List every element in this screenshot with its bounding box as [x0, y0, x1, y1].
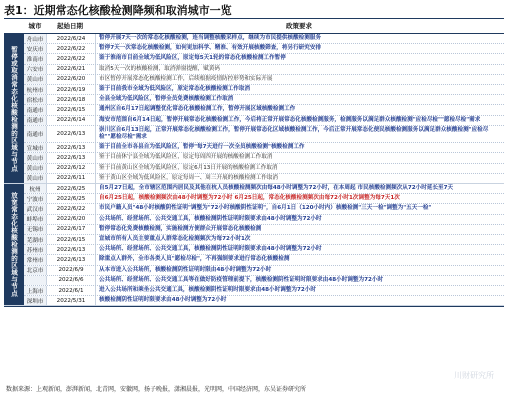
table-row — [24, 235, 504, 245]
table-row — [24, 143, 504, 153]
watermark: 川财研究所 — [454, 371, 494, 380]
date-cell: 2022/6/11 — [47, 174, 96, 183]
city-cell: 苏州市 — [24, 245, 47, 254]
date-cell: 2022/6/25 — [47, 194, 96, 203]
city-cell: 南通市 — [24, 116, 47, 125]
policy-cell: 鉴于黄山区全域为低风险区，原定每周一、周三开展的核酸检测工作取消 — [99, 174, 279, 181]
city-cell: 蚌埠市 — [24, 215, 47, 224]
policy-cell: 崇川区自6月13日起，正常开展常态化核酸检测工作，暂停开展常态化区域核酸检测工作，今后正常开展常态化便民核酸检测服务以满足群众核酸检测"应检尽检""愿检尽检"需求 — [99, 126, 489, 141]
policy-cell: 除重点人群外，全市各类人员"愿检尽检"，不再强制要求进行常态化核酸检测 — [99, 256, 290, 263]
city-cell: 安庆市 — [24, 44, 47, 53]
table-row — [24, 116, 504, 126]
date-cell: 2022/6/13 — [47, 126, 96, 142]
date-cell: 2022/6/22 — [47, 44, 96, 53]
city-cell: 黄山市 — [24, 75, 47, 84]
city-cell: 宁波市 — [24, 194, 47, 203]
table-row — [24, 245, 504, 255]
policy-cell: 宣城市所有人员主要重点人群常态化检测频次为每72小时1次 — [99, 236, 251, 243]
row-group — [4, 34, 504, 184]
date-cell: 2022/6/13 — [47, 143, 96, 152]
group-label-text: 暂停或取消常态化核酸检测的区域与节点 — [10, 45, 18, 172]
policy-cell: 海安市范围自6月14日起，暂停开展常态化核酸检测工作，今后将正常开展常态化核酸检测服务，检测服务以满足群众核酸检测"应检尽检""愿检尽检"需求 — [99, 116, 481, 123]
policy-cell: 暂停常态化免费核酸检测，实施检测方便群众开展常态化核酸检测 — [99, 225, 262, 232]
date-cell: 2022/6/24 — [47, 34, 96, 43]
table-header — [4, 19, 504, 34]
policy-cell: 公共场所、经营场所、公共交通工具，核酸检测阴性证明时限要求由48小时调整为72小时 — [99, 215, 322, 222]
table-row — [24, 184, 504, 194]
city-cell: 南通市 — [24, 105, 47, 114]
table-row — [24, 215, 504, 225]
city-cell: 宿松市 — [24, 95, 47, 104]
table-row — [24, 225, 504, 235]
policy-cell: 取消5天一次的核酸检测，取消弹窗提醒，赋黄码 — [99, 65, 221, 72]
group-label-text: 放宽常态化核酸检测的区域与节点 — [10, 192, 18, 298]
date-cell: 2022/6/18 — [47, 95, 96, 104]
table-row — [24, 255, 504, 265]
table-row — [24, 54, 504, 64]
date-cell: 2022/6/13 — [47, 153, 96, 162]
table-row — [24, 164, 504, 174]
date-cell: 2022/6/13 — [47, 255, 96, 264]
city-cell: 淮南市 — [24, 54, 47, 63]
policy-cell: 暂停开展7天一次的常态化核酸检测，连当调整核酸采样点，继续为市民提供核酸检测服务 — [99, 35, 322, 41]
table-row — [24, 194, 504, 204]
city-cell: 武汉市 — [24, 204, 47, 213]
header-city: 城市 — [28, 22, 42, 30]
table-title: 表1：近期常态化核酸检测降频和取消城市一览 — [4, 4, 232, 17]
header-policy: 政策要求 — [286, 22, 312, 30]
city-cell: 舟山市 — [24, 34, 47, 43]
table-row — [24, 75, 504, 85]
header-date: 起始日期 — [57, 22, 83, 30]
policy-cell: 通州区自6月17日起调整优化常态化核酸检测工作，暂停开展区域核酸检测工作 — [99, 106, 296, 113]
policy-cell: 市区暂停开展常态化核酸检测工作，后续根据疫情防控形势和实际开展 — [99, 75, 273, 82]
date-cell: 2022/6/6 — [47, 276, 96, 285]
policy-cell: 市民户籍人员"48小时核酸阴性证明"调整为"72小时核酸阴性证明"，自6月1日（120小时内）核酸检测"三天一检"调整为"五天一检" — [99, 205, 432, 212]
date-cell: 2022/6/12 — [47, 164, 96, 173]
city-cell: 宣城市 — [24, 143, 47, 152]
city-cell: 黄山市 — [24, 174, 47, 183]
table-row — [24, 85, 504, 95]
date-cell: 2022/6/17 — [47, 225, 96, 234]
city-cell: 上海市 — [24, 286, 47, 295]
policy-cell: 鉴于目前全市各县自为低风险区，暂停"每7天进行一次全员核酸检测"核酸检测工作 — [99, 144, 305, 151]
policy-cell: 鉴于目前黄山区全域为低风险区，原定6月13日开展的核酸检测工作取消 — [99, 164, 278, 171]
date-cell: 2022/6/15 — [47, 105, 96, 114]
table-row — [24, 65, 504, 75]
policy-cell: 全县全域为低风险区，暂停全员免费核酸检测工作取消 — [99, 96, 234, 103]
policy-cell: 鉴于目前休宁县全域为低风险区，原定每周四开展的核酸检测工作取消 — [99, 154, 273, 161]
city-cell: 杭州市 — [24, 85, 47, 94]
city-cell: 北京市 — [24, 266, 47, 275]
table-row — [24, 34, 504, 44]
table-row — [24, 266, 504, 276]
table-row — [24, 126, 504, 143]
date-cell: 2022/6/1 — [47, 286, 96, 295]
policy-cell: 鉴于目前我市全域为低风险区，原定常态化核酸检测工作取消 — [99, 86, 251, 93]
city-cell: 南通市 — [24, 126, 47, 142]
table-row — [24, 276, 504, 286]
table-row — [24, 286, 504, 296]
date-cell: 2022/6/13 — [47, 245, 96, 254]
date-cell: 2022/6/25 — [47, 184, 96, 193]
date-cell: 2022/6/9 — [47, 266, 96, 275]
city-cell: 芜湖市 — [24, 235, 47, 244]
date-cell: 2022/6/14 — [47, 116, 96, 125]
policy-table — [4, 18, 504, 307]
policy-cell: 自6月25日起，核酸检测频次由48小时调整为72小时 6月25日起，常态化核酸检测频次由每72小时1次调整为每7天1次 — [99, 195, 400, 202]
source-note: 数据来源：上观新闻，澎湃新闻，北青网，安徽网，扬子晚报，潇湘晨报，光明网，中国经济网，东吴证券研究所 — [6, 386, 307, 393]
policy-cell: 公共场所、经营场所、公共交通工具等在做好防疫管理前提下，核酸检测阴性证明时限要求由48小时调整为72小时 — [99, 276, 384, 283]
table-row — [24, 204, 504, 214]
table-row — [24, 95, 504, 105]
table-body — [4, 34, 504, 306]
city-cell: 无锡市 — [24, 225, 47, 234]
city-cell: 六安市 — [24, 65, 47, 74]
date-cell: 2022/6/15 — [47, 235, 96, 244]
date-cell: 2022/6/20 — [47, 215, 96, 224]
policy-cell: 自5月27日起，全市辖区范围内居民及其他在杭人员核酸检测频次由每48小时调整为72小时，在本周起 市民核酸检测频次从72小时延长至7天 — [99, 185, 454, 192]
date-cell: 2022/6/22 — [47, 204, 96, 213]
policy-cell: 鉴于淮南市目前全域为低风险区，原定每5天1轮的常态化核酸检测工作暂停 — [99, 55, 286, 62]
date-cell: 2022/6/20 — [47, 75, 96, 84]
policy-cell: 暂停7天一次常态化核酸检测，如何更加科学、精准、有效开展核酸筛查，将另行研究安排 — [99, 45, 322, 52]
city-cell: 深圳市 — [24, 296, 47, 305]
table-row — [24, 44, 504, 54]
policy-cell: 公共场所、经营场所、公共交通工具，核酸检测阴性证明时限要求由48小时调整为72小时 — [99, 246, 322, 253]
table-row — [24, 153, 504, 163]
date-cell: 2022/6/19 — [47, 85, 96, 94]
city-cell: 常州市 — [24, 255, 47, 264]
policy-cell: 从本市进入公共场所，核酸检测阴性证明时限由48小时调整为72小时 — [99, 266, 272, 273]
table-row — [24, 105, 504, 115]
group-label — [4, 184, 24, 305]
row-group — [4, 184, 504, 306]
city-cell — [24, 276, 47, 285]
table-row — [24, 174, 504, 183]
date-cell: 2022/5/31 — [47, 296, 96, 305]
date-cell: 2022/6/21 — [47, 65, 96, 74]
table-row — [24, 296, 504, 305]
date-cell: 2022/6/22 — [47, 54, 96, 63]
policy-cell: 核酸检测阴性证明时限要求由48小时调整为72小时 — [99, 297, 227, 304]
group-label — [4, 34, 24, 183]
city-cell: 黄山市 — [24, 164, 47, 173]
city-cell: 黄山市 — [24, 153, 47, 162]
city-cell: 杭州 — [24, 184, 47, 193]
policy-cell: 进入公共场所和乘坐公共交通工具，核酸检测阴性证明时限要求由48小时调整为72小时 — [99, 287, 316, 294]
